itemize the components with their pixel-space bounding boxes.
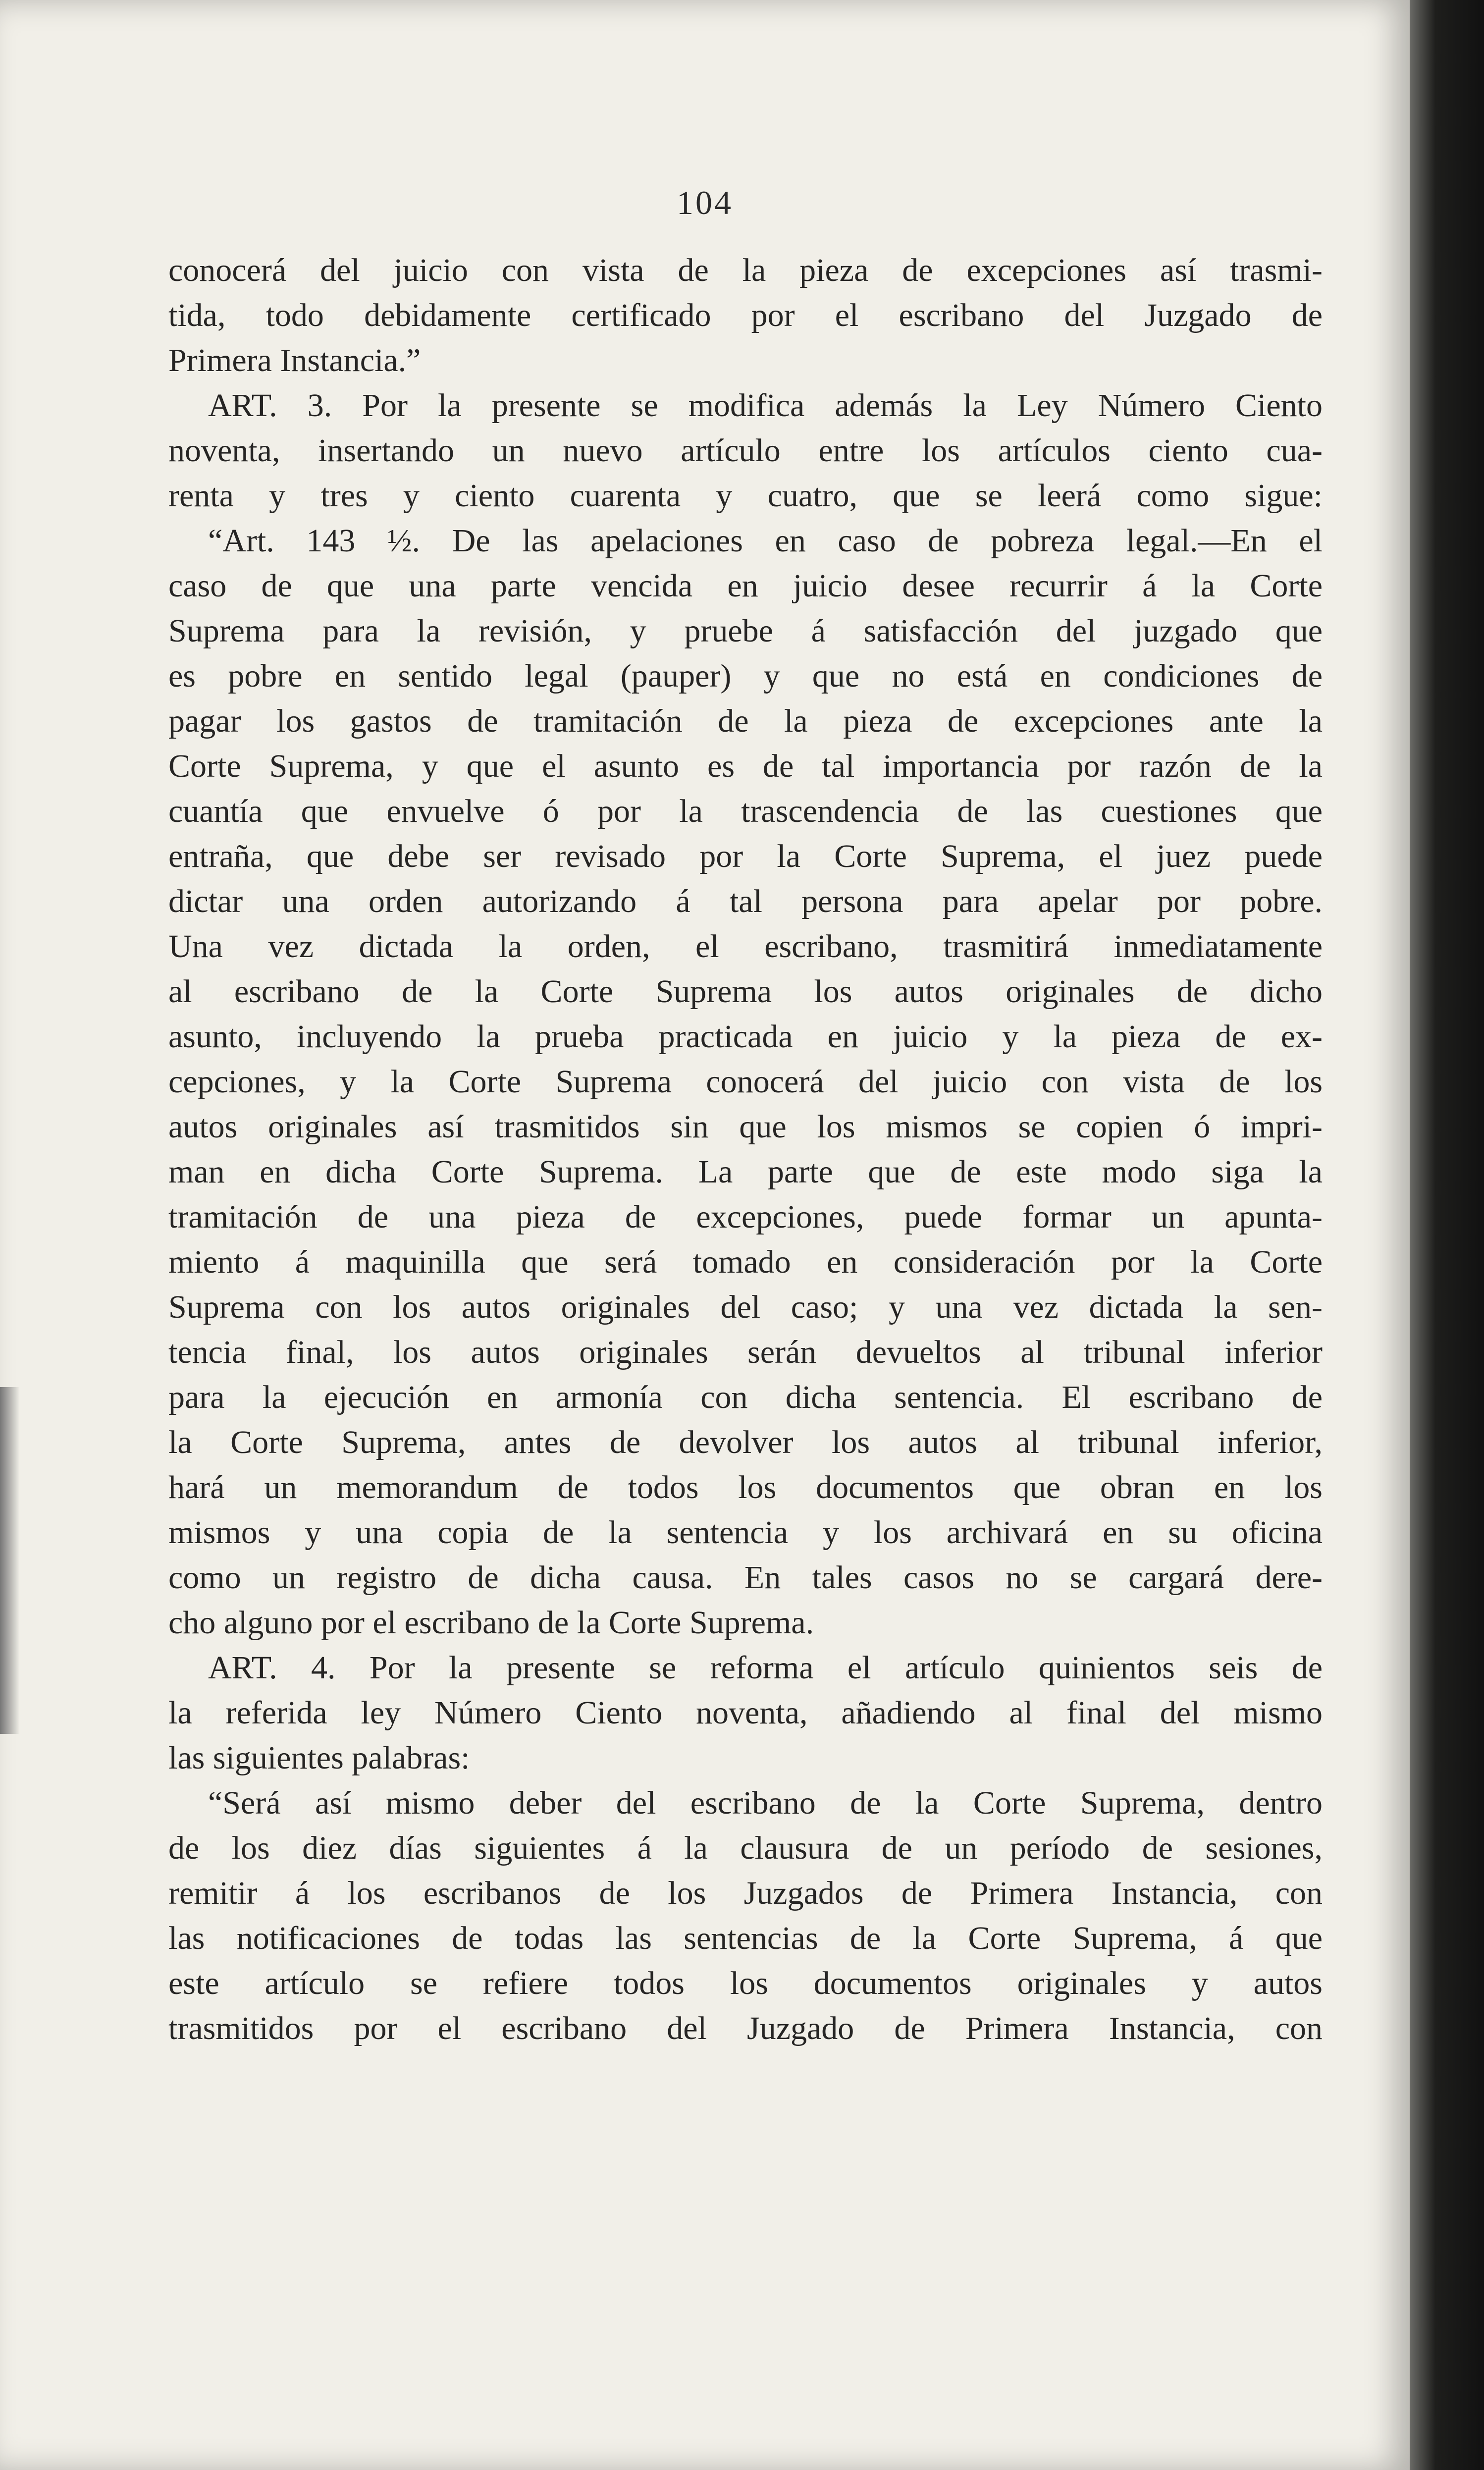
text-line: noventa, insertando un nuevo artículo entre los artículos ciento cua- <box>168 432 1323 469</box>
page-number: 104 <box>677 184 733 221</box>
text-line: cuantía que envuelve ó por la trascendencia de las cuestiones que <box>168 793 1323 829</box>
text-line: dictar una orden autorizando á tal persona para apelar por pobre. <box>168 883 1323 919</box>
text-line: autos originales así trasmitidos sin que los mismos se copien ó impri- <box>168 1109 1323 1145</box>
text-line: ART. 3. Por la presente se modifica además la Ley Número Ciento <box>208 387 1323 424</box>
text-line: mismos y una copia de la sentencia y los archivará en su oficina <box>168 1514 1323 1551</box>
text-line: al escribano de la Corte Suprema los autos originales de dicho <box>168 973 1323 1010</box>
text-line: trasmitidos por el escribano del Juzgado de Primera Instancia, con <box>168 2010 1323 2046</box>
page-body-text <box>168 248 1323 2051</box>
text-line: “Art. 143 ½. De las apelaciones en caso de pobreza legal.—En el <box>208 523 1323 559</box>
text-line: de los diez días siguientes á la clausura de un período de sesiones, <box>168 1830 1323 1866</box>
text-line: para la ejecución en armonía con dicha sentencia. El escribano de <box>168 1379 1323 1415</box>
text-line: Suprema para la revisión, y pruebe á satisfacción del juzgado que <box>168 613 1323 649</box>
text-line: Primera Instancia.” <box>168 342 421 378</box>
text-line: tida, todo debidamente certificado por el escribano del Juzgado de <box>168 297 1323 333</box>
text-line: como un registro de dicha causa. En tales casos no se cargará dere- <box>168 1559 1323 1596</box>
scan-left-shadow <box>0 1387 20 1734</box>
text-line: conocerá del juicio con vista de la pieza de excepciones así trasmi- <box>168 252 1323 288</box>
text-line: tencia final, los autos originales serán devueltos al tribunal inferior <box>168 1334 1323 1370</box>
text-line: este artículo se refiere todos los documentos originales y autos <box>168 1965 1323 2001</box>
text-line: entraña, que debe ser revisado por la Corte Suprema, el juez puede <box>168 838 1323 874</box>
text-line: asunto, incluyendo la prueba practicada en juicio y la pieza de ex- <box>168 1019 1323 1055</box>
text-line: ART. 4. Por la presente se reforma el artículo quinientos seis de <box>208 1650 1323 1686</box>
text-line: remitir á los escribanos de los Juzgados de Primera Instancia, con <box>168 1875 1323 1911</box>
scan-right-edge <box>1410 0 1484 2470</box>
text-line: pagar los gastos de tramitación de la pieza de excepciones ante la <box>168 703 1323 739</box>
text-line: caso de que una parte vencida en juicio desee recurrir á la Corte <box>168 568 1323 604</box>
text-line: Suprema con los autos originales del caso; y una vez dictada la sen- <box>168 1289 1323 1325</box>
text-line: hará un memorandum de todos los documentos que obran en los <box>168 1469 1323 1505</box>
text-line: cho alguno por el escribano de la Corte Suprema. <box>168 1605 814 1641</box>
text-line: renta y tres y ciento cuarenta y cuatro, que se leerá como sigue: <box>168 478 1323 514</box>
text-line: la Corte Suprema, antes de devolver los autos al tribunal inferior, <box>168 1424 1323 1460</box>
text-line: “Será así mismo deber del escribano de la Corte Suprema, dentro <box>208 1785 1323 1821</box>
text-line: Corte Suprema, y que el asunto es de tal importancia por razón de la <box>168 748 1323 784</box>
text-line: cepciones, y la Corte Suprema conocerá del juicio con vista de los <box>168 1064 1323 1100</box>
text-line: Una vez dictada la orden, el escribano, trasmitirá inmediatamente <box>168 928 1323 965</box>
text-line: la referida ley Número Ciento noventa, añadiendo al final del mismo <box>168 1695 1323 1731</box>
text-line: las siguientes palabras: <box>168 1740 470 1776</box>
text-line: es pobre en sentido legal (pauper) y que no está en condiciones de <box>168 658 1323 694</box>
text-line: man en dicha Corte Suprema. La parte que de este modo siga la <box>168 1154 1323 1190</box>
text-line: miento á maquinilla que será tomado en consideración por la Corte <box>168 1244 1323 1280</box>
text-line: las notificaciones de todas las sentencias de la Corte Suprema, á que <box>168 1920 1323 1956</box>
text-line: tramitación de una pieza de excepciones, puede formar un apunta- <box>168 1199 1323 1235</box>
